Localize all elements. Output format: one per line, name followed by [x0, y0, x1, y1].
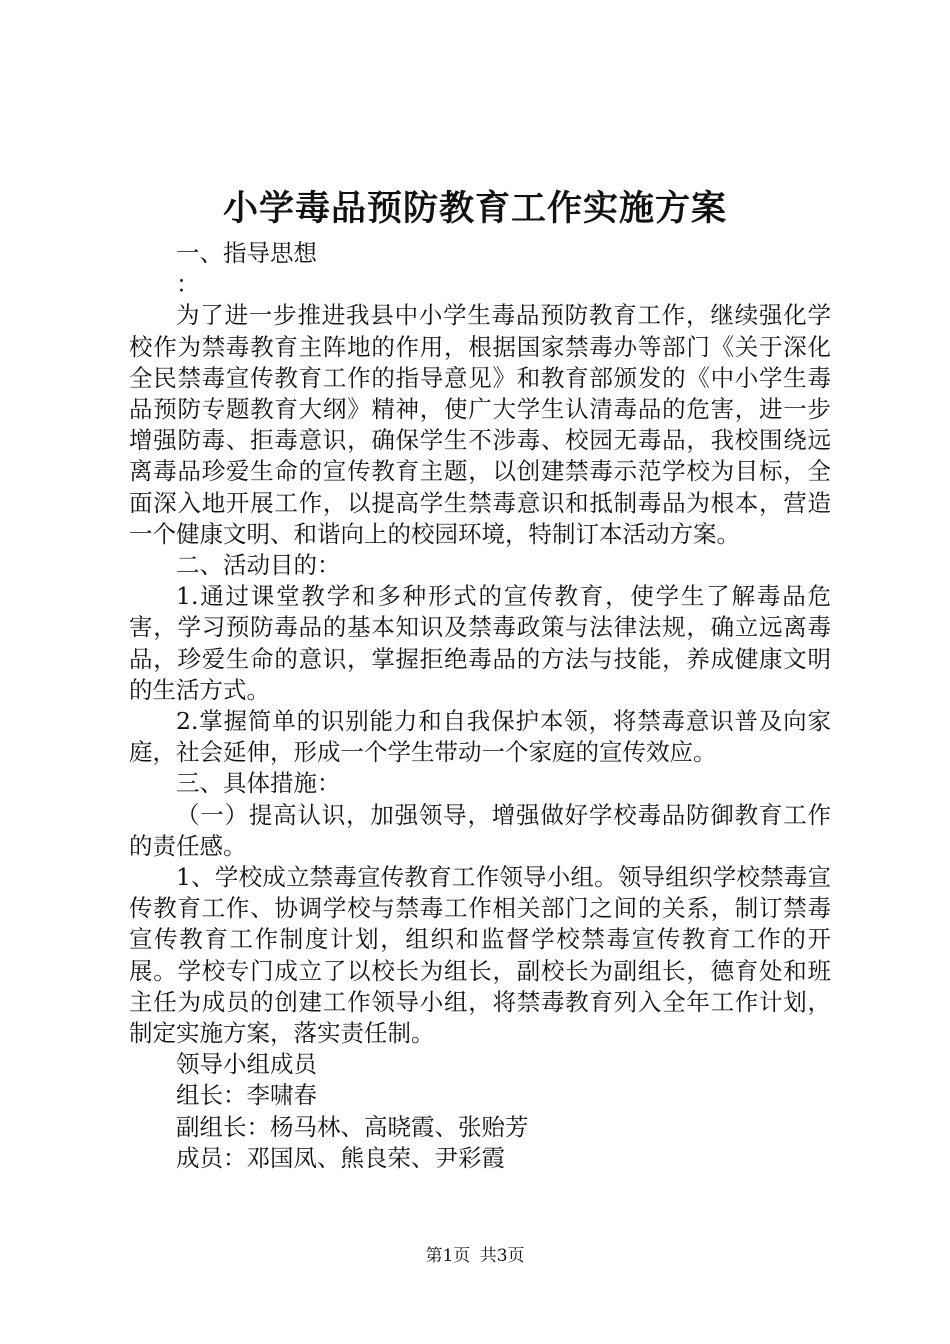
document-title: 小学毒品预防教育工作实施方案 [222, 188, 727, 229]
section-heading-measures: 三、具体措施： [176, 769, 341, 798]
paragraph-goal-2: 2.掌握简单的识别能力和自我保护本领，将禁毒意识普及向家庭，社会延伸，形成一个学生带动一个家庭的宣传效应。 [129, 707, 831, 767]
paragraph-measure-1-detail: 1、学校成立禁毒宣传教育工作领导小组。领导组织学校禁毒宣传教育工作、协调学校与禁毒工作相关部门之间的关系，制订禁毒宣传教育工作制度计划，组织和监督学校禁毒宣传教育工作的开展。学校专门成立了以校长为组长，副校长为副组长，德育处和班主任为成员的创建工作领导小组，将禁毒教育列入全年工作计划，制定实施方案，落实责任制。 [129, 863, 831, 1048]
paragraph-goal-1: 1.通过课堂教学和多种形式的宣传教育，使学生了解毒品危害，学习预防毒品的基本知识及禁毒政策与法律法规，确立远离毒品，珍爱生命的意识，掌握拒绝毒品的方法与技能，养成健康文明的生活方式。 [129, 582, 831, 704]
page-footer [0, 1244, 950, 1268]
document-body [129, 238, 831, 1174]
leading-group-deputy: 副组长：杨马林、高晓霞、张贻芳 [176, 1112, 529, 1141]
leading-group-members: 成员：邓国凤、熊良荣、尹彩霞 [176, 1143, 505, 1172]
paragraph-guiding-ideology: 为了进一步推进我县中小学生毒品预防教育工作，继续强化学校作为禁毒教育主阵地的作用，根据国家禁毒办等部门《关于深化全民禁毒宣传教育工作的指导意见》和教育部颁发的《中小学生毒品预防专题教育大纲》精神，使广大学生认清毒品的危害，进一步增强防毒、拒毒意识，确保学生不涉毒、校园无毒品，我校围绕远离毒品珍爱生命的宣传教育主题，以创建禁毒示范学校为目标，全面深入地开展工作，以提高学生禁毒意识和抵制毒品为根本，营造一个健康文明、和谐向上的校园环境，特制订本活动方案。 [129, 301, 831, 548]
section-heading-activity-goals: 二、活动目的： [176, 551, 341, 580]
section-heading-guiding-ideology: 一、指导思想 [176, 239, 317, 267]
leading-group-heading: 领导小组成员 [176, 1050, 317, 1079]
leading-group-leader: 组长：李啸春 [176, 1081, 317, 1110]
subheading-measure-1: （一）提高认识，加强领导，增强做好学校毒品防御教育工作的责任感。 [129, 800, 831, 860]
page-number-current: 第1页 [425, 1246, 471, 1266]
page-number-total: 共3页 [479, 1246, 525, 1266]
colon-line: ： [176, 270, 200, 299]
